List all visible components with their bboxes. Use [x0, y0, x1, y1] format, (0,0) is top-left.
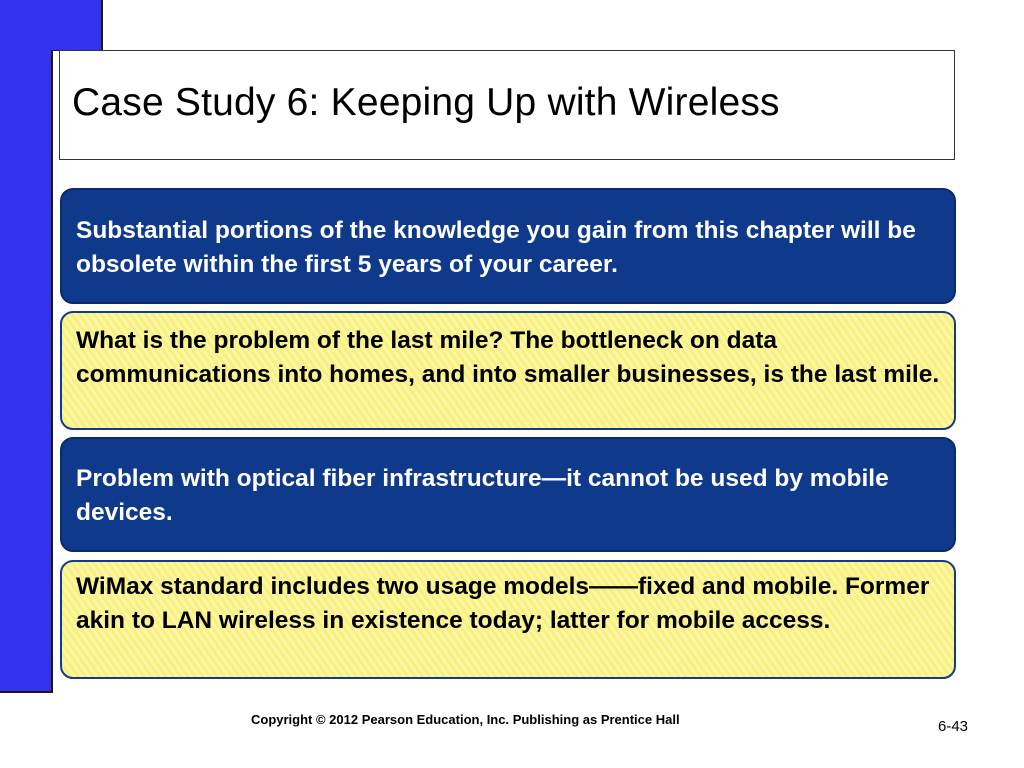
- top-accent-tab: [51, 0, 103, 51]
- bullet-card-1: Substantial portions of the knowledge you gain from this chapter will be obsolete within the first 5 years of your career.: [60, 188, 956, 304]
- bullet-card-4: WiMax standard includes two usage models——fixed and mobile. Former akin to LAN wireless in existence today; latter for mobile access.: [60, 560, 956, 679]
- bullet-card-2: What is the problem of the last mile? The bottleneck on data communications into homes, and into smaller businesses, is the last mile.: [60, 311, 956, 430]
- bullet-card-3: Problem with optical fiber infrastructure—it cannot be used by mobile devices.: [60, 437, 956, 552]
- title-box: [59, 50, 955, 160]
- left-accent-bar: [0, 0, 53, 693]
- slide-title: Case Study 6: Keeping Up with Wireless: [72, 81, 780, 124]
- page-number: 6-43: [938, 718, 969, 735]
- footer-copyright: Copyright © 2012 Pearson Education, Inc. Publishing as Prentice Hall: [251, 712, 680, 727]
